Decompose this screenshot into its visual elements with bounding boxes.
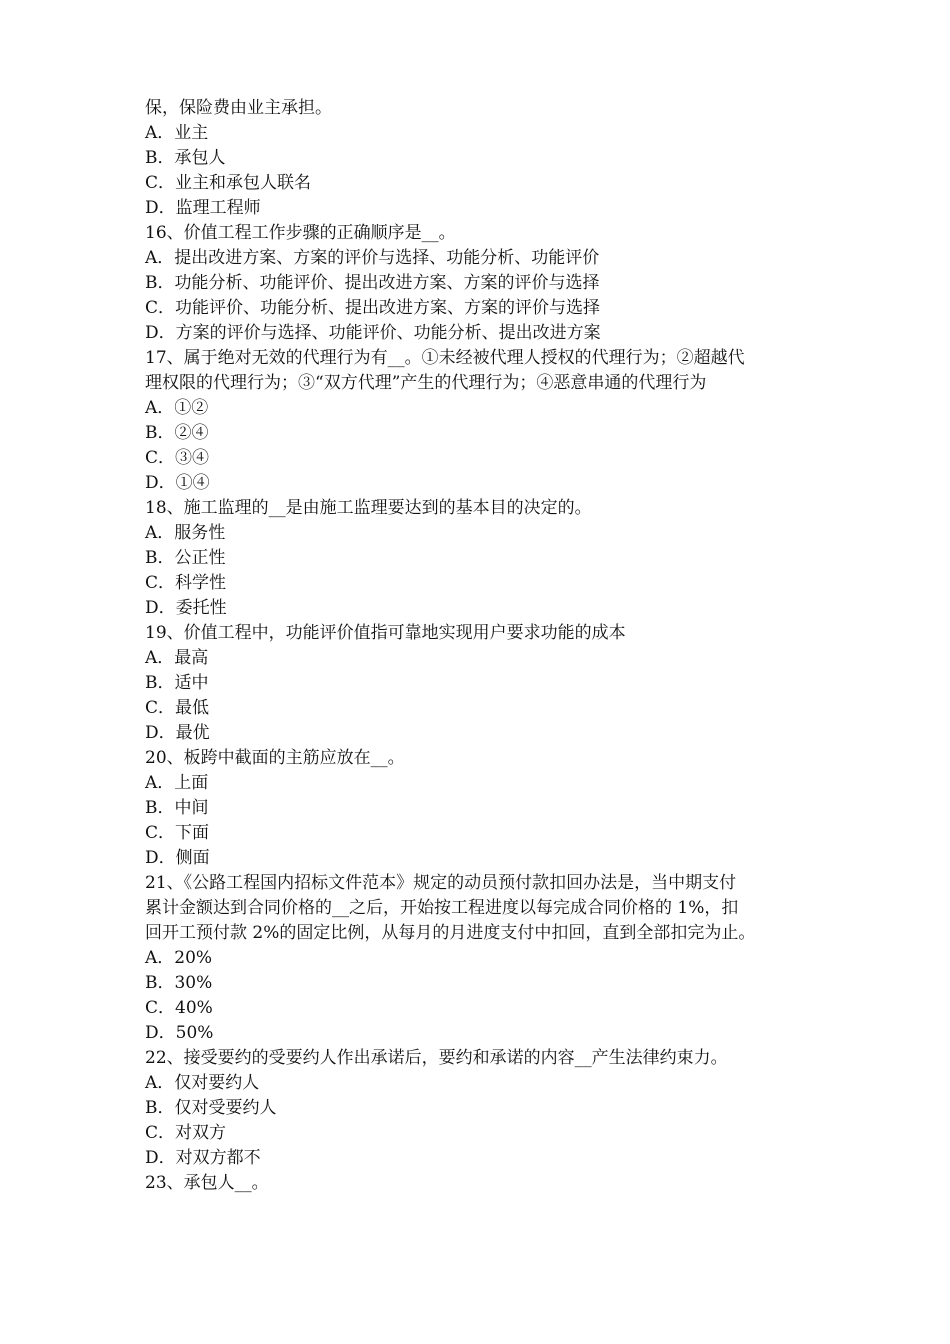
text-line: D．①④ (145, 473, 210, 493)
text-line: A．20% (145, 948, 213, 968)
text-line: C．最低 (145, 698, 210, 718)
text-line: D．监理工程师 (145, 198, 261, 218)
text-line: D．侧面 (145, 848, 210, 868)
text-line: 理权限的代理行为；③“双方代理”产生的代理行为；④恶意串通的代理行为 (145, 373, 707, 393)
text-line: B．②④ (145, 423, 209, 443)
text-line: 16、价值工程工作步骤的正确顺序是__。 (145, 223, 456, 243)
text-line: D．最优 (145, 723, 210, 743)
text-line: D．50% (145, 1023, 214, 1043)
text-line: B．30% (145, 973, 213, 993)
text-line: 23、承包人__。 (145, 1173, 269, 1193)
text-line: 17、属于绝对无效的代理行为有__。①未经被代理人授权的代理行为；②超越代 (145, 348, 745, 368)
text-line: 回开工预付款 2%的固定比例，从每月的月进度支付中扣回，直到全部扣完为止。 (145, 923, 756, 943)
text-line: C．业主和承包人联名 (145, 173, 312, 193)
text-line: D．对双方都不 (145, 1148, 261, 1168)
text-line: A．服务性 (145, 523, 226, 543)
text-line: 19、价值工程中，功能评价值指可靠地实现用户要求功能的成本 (145, 623, 626, 643)
text-line: 累计金额达到合同价格的__之后，开始按工程进度以每完成合同价格的 1%，扣 (145, 898, 739, 918)
text-line: D．委托性 (145, 598, 227, 618)
text-line: C．40% (145, 998, 213, 1018)
text-line: B．中间 (145, 798, 209, 818)
text-line: C．科学性 (145, 573, 227, 593)
text-line: 21、《公路工程国内招标文件范本》规定的动员预付款扣回办法是，当中期支付 (145, 873, 737, 893)
document-page (145, 96, 825, 1196)
text-line: 18、施工监理的__是由施工监理要达到的基本目的决定的。 (145, 498, 592, 518)
text-line: C．③④ (145, 448, 210, 468)
text-line: D．方案的评价与选择、功能评价、功能分析、提出改进方案 (145, 323, 601, 343)
text-line: 20、板跨中截面的主筋应放在__。 (145, 748, 405, 768)
text-line: A．仅对要约人 (145, 1073, 260, 1093)
text-line: C．功能评价、功能分析、提出改进方案、方案的评价与选择 (145, 298, 601, 318)
text-line: C．下面 (145, 823, 210, 843)
text-line: B．功能分析、功能评价、提出改进方案、方案的评价与选择 (145, 273, 600, 293)
text-line: 保，保险费由业主承担。 (145, 98, 332, 118)
text-line: B．公正性 (145, 548, 226, 568)
text-line: A．业主 (145, 123, 209, 143)
text-line: C．对双方 (145, 1123, 227, 1143)
text-line: A．最高 (145, 648, 209, 668)
text-line: 22、接受要约的受要约人作出承诺后，要约和承诺的内容__产生法律约束力。 (145, 1048, 728, 1068)
text-line: B．仅对受要约人 (145, 1098, 277, 1118)
text-line: A．上面 (145, 773, 209, 793)
text-line: B．承包人 (145, 148, 226, 168)
text-line: B．适中 (145, 673, 209, 693)
text-line: A．①② (145, 398, 209, 418)
text-line: A．提出改进方案、方案的评价与选择、功能分析、功能评价 (145, 248, 600, 268)
